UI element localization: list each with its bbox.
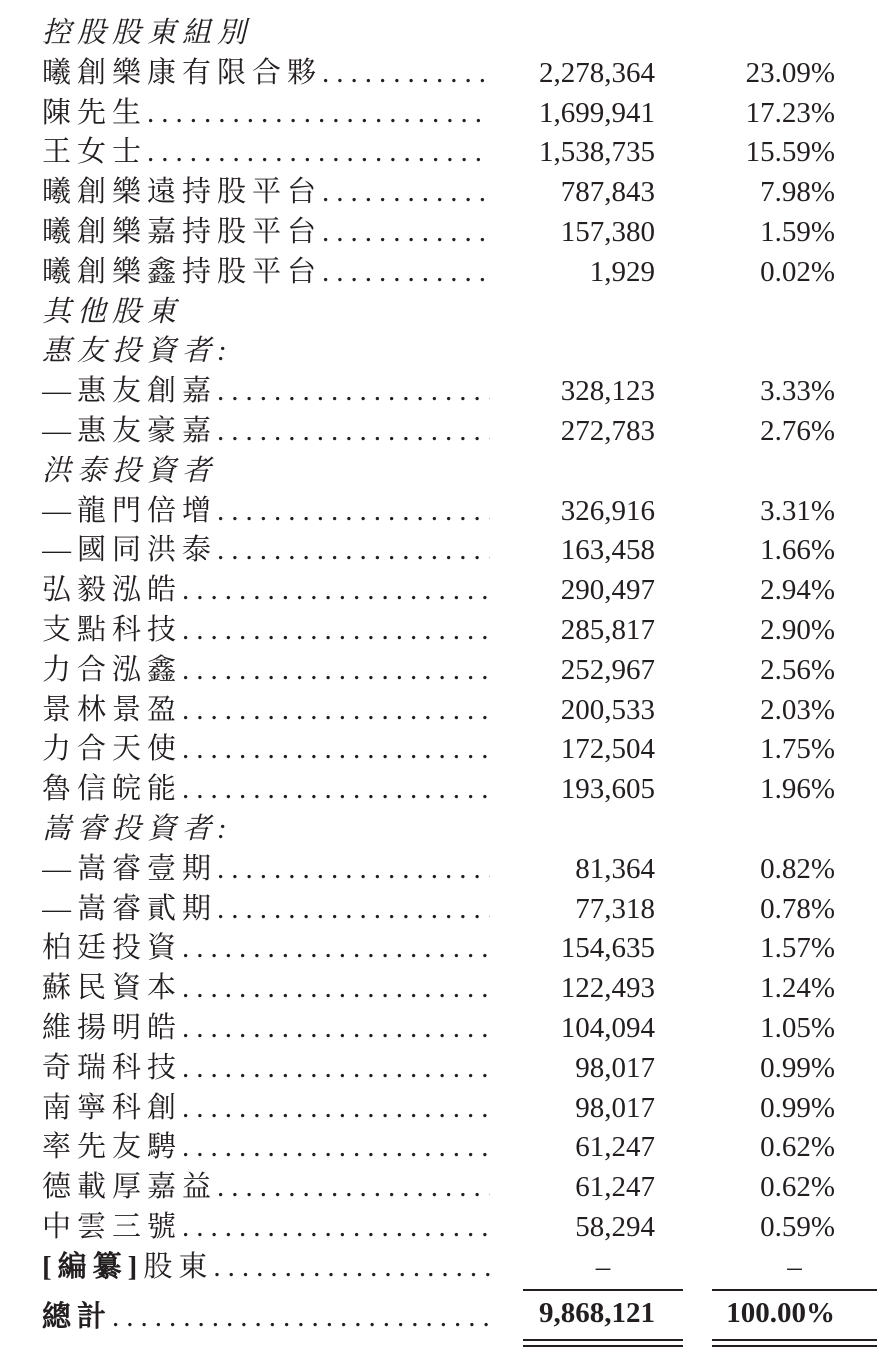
shares-value: 81,364	[575, 852, 655, 885]
row-label-cell	[42, 770, 490, 810]
percentage-value: 1.05%	[760, 1011, 835, 1044]
dot-leader	[322, 213, 490, 253]
percentage-value: 0.62%	[760, 1131, 835, 1164]
section-header-row	[42, 332, 877, 372]
percentage-value: 3.33%	[760, 375, 835, 408]
row-label-cell	[42, 1009, 490, 1049]
total-shares-value: 9,868,121	[539, 1296, 655, 1329]
row-label-cell	[42, 1128, 490, 1168]
percentage-value: 2.03%	[760, 693, 835, 726]
section-header-row	[42, 810, 877, 850]
shares-value: 104,094	[560, 1011, 655, 1044]
row-label-cell	[42, 412, 490, 452]
row-label-cell	[42, 1248, 490, 1288]
percentage-value: 0.59%	[760, 1210, 835, 1243]
dot-leader	[182, 571, 490, 611]
total-pct-value: 100.00%	[726, 1296, 835, 1329]
total-label-cell	[42, 1289, 490, 1338]
percentage-value: 7.98%	[760, 176, 835, 209]
shares-value: 1,538,735	[539, 136, 655, 169]
row-label-cell	[42, 54, 490, 94]
shareholder-name: 曦創樂嘉持股平台	[42, 215, 323, 248]
shares-value: 272,783	[560, 414, 655, 447]
dot-leader	[182, 969, 490, 1009]
shareholder-name: —嵩睿壹期	[42, 852, 218, 885]
section-header-label: 洪泰投資者	[42, 454, 218, 487]
table-row	[42, 890, 877, 930]
placeholder-bracket-label: [編纂]	[42, 1250, 144, 1283]
shareholder-name: 維揚明皓	[42, 1011, 183, 1044]
shareholder-name: —國同洪泰	[42, 534, 218, 567]
section-header-label: 其他股東	[42, 295, 183, 328]
dot-leader	[322, 173, 490, 213]
table-row	[42, 372, 877, 412]
percentage-value: 0.82%	[760, 852, 835, 885]
shares-value: 122,493	[560, 972, 655, 1005]
total-row	[42, 1289, 877, 1348]
shareholder-name: [編纂]股東	[42, 1250, 214, 1283]
total-shares-rulebox	[523, 1289, 683, 1348]
table-row	[42, 133, 877, 173]
shareholder-name: 曦創樂遠持股平台	[42, 176, 323, 209]
table-row	[42, 213, 877, 253]
shareholder-name: 曦創樂康有限合夥	[42, 56, 323, 89]
table-row	[42, 651, 877, 691]
percentage-value: 2.94%	[760, 574, 835, 607]
shares-value: 787,843	[560, 176, 655, 209]
dot-leader	[147, 94, 490, 134]
double-rule	[712, 1339, 877, 1348]
percentage-value: 1.66%	[760, 534, 835, 567]
total-pct-cell	[712, 1289, 877, 1348]
total-label: 總計	[42, 1300, 113, 1333]
row-label-cell	[42, 94, 490, 134]
dot-leader	[182, 611, 490, 651]
shares-value: 285,817	[560, 613, 655, 646]
dot-leader	[182, 691, 490, 731]
shares-value: 328,123	[560, 375, 655, 408]
section-header-row	[42, 452, 877, 492]
row-label-cell	[42, 850, 490, 890]
shares-value: 172,504	[560, 733, 655, 766]
dot-leader	[182, 770, 490, 810]
shares-value: 1,929	[589, 255, 655, 288]
percentage-value: 0.99%	[760, 1051, 835, 1084]
dot-leader	[182, 1049, 490, 1089]
percentage-value: 2.56%	[760, 653, 835, 686]
shareholder-name: 景林景盈	[42, 693, 183, 726]
percentage-value: 3.31%	[760, 494, 835, 527]
table-row	[42, 412, 877, 452]
table-row	[42, 54, 877, 94]
shares-value: 290,497	[560, 574, 655, 607]
dot-leader	[217, 372, 490, 412]
table-row	[42, 1009, 877, 1049]
section-header-row	[42, 14, 877, 54]
table-row	[42, 770, 877, 810]
shareholder-name: 蘇民資本	[42, 972, 183, 1005]
table-row	[42, 969, 877, 1009]
table-row	[42, 1089, 877, 1129]
table-row	[42, 492, 877, 532]
dot-leader	[217, 850, 490, 890]
table-row	[42, 929, 877, 969]
shareholder-name: 柏廷投資	[42, 932, 183, 965]
row-label-cell	[42, 1208, 490, 1248]
row-label-cell	[42, 293, 877, 333]
row-label-cell	[42, 1168, 490, 1208]
total-shares-cell	[490, 1289, 683, 1348]
table-row	[42, 173, 877, 213]
percentage-value: 1.57%	[760, 932, 835, 965]
dot-leader	[147, 133, 490, 173]
shareholder-name: 率先友騁	[42, 1131, 183, 1164]
shareholder-name: 曦創樂鑫持股平台	[42, 255, 323, 288]
section-header-label: 控股股東組別	[42, 17, 253, 49]
shareholder-name: —嵩睿貳期	[42, 892, 218, 925]
table-row	[42, 611, 877, 651]
section-header-label: 嵩睿投資者:	[42, 812, 233, 845]
dot-leader	[217, 1168, 490, 1208]
row-label-cell	[42, 1089, 490, 1129]
dot-leader	[322, 253, 490, 293]
row-label-cell	[42, 691, 490, 731]
row-label-cell	[42, 969, 490, 1009]
dot-leader	[213, 1248, 490, 1288]
table-row	[42, 94, 877, 134]
table-row	[42, 1168, 877, 1208]
shareholder-name: 奇瑞科技	[42, 1051, 183, 1084]
dot-leader	[217, 890, 490, 930]
shareholder-name: 魯信皖能	[42, 773, 183, 806]
dot-leader	[182, 929, 490, 969]
shares-value: 77,318	[575, 892, 655, 925]
shares-value: 2,278,364	[539, 56, 655, 89]
percentage-value: 0.78%	[760, 892, 835, 925]
dot-leader	[182, 651, 490, 691]
dot-leader	[182, 1128, 490, 1168]
dot-leader	[217, 531, 490, 571]
row-label-cell	[42, 531, 490, 571]
row-label-cell	[42, 452, 877, 492]
dot-leader	[217, 412, 490, 452]
percentage-value: 1.75%	[760, 733, 835, 766]
table-row	[42, 1248, 877, 1288]
table-row	[42, 253, 877, 293]
shareholder-name: —龍門倍增	[42, 494, 218, 527]
shareholding-table	[42, 14, 877, 1288]
row-label-cell	[42, 213, 490, 253]
row-label-cell	[42, 571, 490, 611]
total-pct-rulebox	[712, 1289, 877, 1348]
percentage-value: 23.09%	[745, 56, 835, 89]
row-label-cell	[42, 929, 490, 969]
percentage-value: –	[787, 1250, 802, 1283]
row-label-cell	[42, 372, 490, 412]
table-row	[42, 531, 877, 571]
shareholder-name: 德載厚嘉益	[42, 1171, 218, 1204]
shares-value: 58,294	[575, 1210, 655, 1243]
dot-leader	[112, 1298, 490, 1338]
shareholder-name: 陳先生	[42, 96, 148, 129]
percentage-value: 0.02%	[760, 255, 835, 288]
shareholder-name: 支點科技	[42, 613, 183, 646]
percentage-value: 1.96%	[760, 773, 835, 806]
percentage-value: 0.62%	[760, 1171, 835, 1204]
shares-value: 326,916	[560, 494, 655, 527]
shareholder-name: —惠友豪嘉	[42, 414, 218, 447]
row-label-cell	[42, 810, 877, 850]
shareholder-name: 弘毅泓皓	[42, 574, 183, 607]
shares-value: 98,017	[575, 1091, 655, 1124]
row-label-cell	[42, 651, 490, 691]
shares-value: 193,605	[560, 773, 655, 806]
shares-value: 61,247	[575, 1171, 655, 1204]
row-label-cell	[42, 173, 490, 213]
percentage-value: 15.59%	[745, 136, 835, 169]
percentage-value: 2.76%	[760, 414, 835, 447]
shareholder-name: 力合泓鑫	[42, 653, 183, 686]
section-header-label: 惠友投資者:	[42, 335, 233, 368]
shares-value: 157,380	[560, 215, 655, 248]
table-row	[42, 1208, 877, 1248]
shareholder-name: 力合天使	[42, 733, 183, 766]
table-row	[42, 1128, 877, 1168]
double-rule	[523, 1339, 683, 1348]
dot-leader	[217, 492, 490, 532]
percentage-value: 17.23%	[745, 96, 835, 129]
shareholder-name: 中雲三號	[42, 1210, 183, 1243]
shares-value: 61,247	[575, 1131, 655, 1164]
table-row	[42, 730, 877, 770]
percentage-value: 1.59%	[760, 215, 835, 248]
row-label-cell	[42, 730, 490, 770]
table-row	[42, 850, 877, 890]
row-label-cell	[42, 492, 490, 532]
shares-value: 252,967	[560, 653, 655, 686]
row-label-cell	[42, 611, 490, 651]
shares-value: 154,635	[560, 932, 655, 965]
row-label-cell	[42, 253, 490, 293]
row-label-cell	[42, 890, 490, 930]
shares-value: 98,017	[575, 1051, 655, 1084]
dot-leader	[182, 1009, 490, 1049]
shares-value: 163,458	[560, 534, 655, 567]
table-row	[42, 1049, 877, 1089]
dot-leader	[182, 1089, 490, 1129]
section-header-row	[42, 293, 877, 333]
percentage-value: 2.90%	[760, 613, 835, 646]
percentage-value: 0.99%	[760, 1091, 835, 1124]
percentage-value: 1.24%	[760, 972, 835, 1005]
shares-value: 200,533	[560, 693, 655, 726]
dot-leader	[182, 730, 490, 770]
shareholder-name: 王女士	[42, 136, 148, 169]
shares-value: 1,699,941	[539, 96, 655, 129]
shareholder-name: 南寧科創	[42, 1091, 183, 1124]
row-label-cell	[42, 1049, 490, 1089]
shares-value: –	[595, 1250, 611, 1283]
shareholder-name: —惠友創嘉	[42, 375, 218, 408]
row-label-cell	[42, 332, 877, 372]
table-row	[42, 691, 877, 731]
row-label-cell	[42, 133, 490, 173]
dot-leader	[322, 54, 490, 94]
row-label-cell	[42, 14, 877, 54]
table-row	[42, 571, 877, 611]
dot-leader	[182, 1208, 490, 1248]
